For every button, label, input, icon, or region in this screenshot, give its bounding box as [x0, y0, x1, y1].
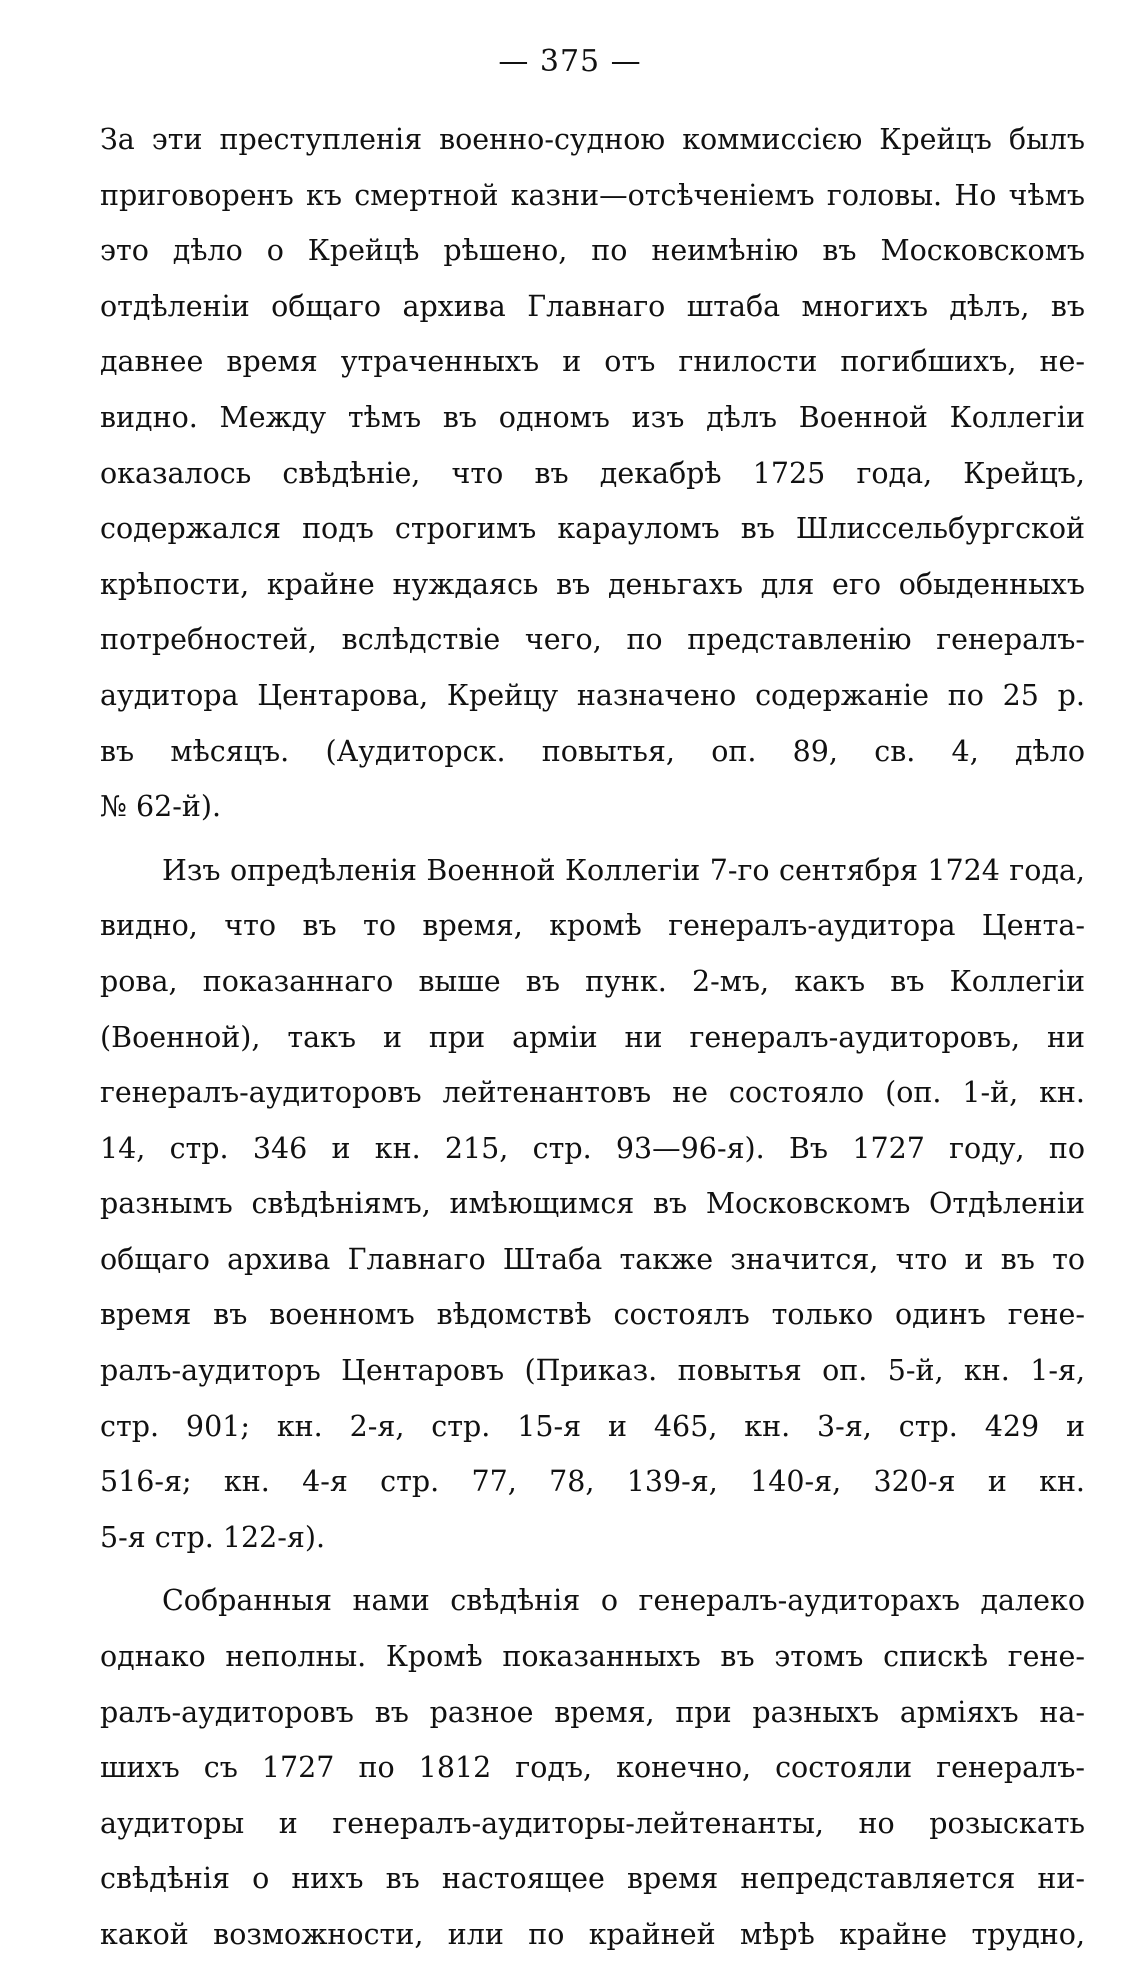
- text-line: стр. 901; кн. 2-я, стр. 15-я и 465, кн. 3-я, стр. 429 и: [100, 1409, 1085, 1443]
- text-line: видно, что въ то время, кромѣ генералъ-аудитора Цента-: [100, 909, 1085, 943]
- paragraph: [100, 112, 1085, 835]
- text-line: ралъ-аудиторъ Центаровъ (Приказ. повытья оп. 5-й, кн. 1-я,: [100, 1354, 1085, 1388]
- text-line: это дѣло о Крейцѣ рѣшено, по неимѣнію въ Московскомъ: [100, 234, 1085, 268]
- text-line: свѣдѣнія о нихъ въ настоящее время непредставляется ни-: [100, 1862, 1085, 1896]
- page-number: — 375 —: [498, 44, 642, 79]
- text-line: оказалось свѣдѣніе, что въ декабрѣ 1725 года, Крейцъ,: [100, 456, 1085, 490]
- text-line: однако неполны. Кромѣ показанныхъ въ этомъ спискѣ гене-: [100, 1640, 1085, 1674]
- text-line: потребностей, вслѣдствіе чего, по представленію генералъ-: [100, 623, 1085, 657]
- paragraph: [100, 1573, 1085, 1962]
- text-line: 5-я стр. 122-я).: [100, 1520, 326, 1554]
- text-line: видно. Между тѣмъ въ одномъ изъ дѣлъ Военной Коллегіи: [100, 400, 1085, 434]
- text-line: въ мѣсяцъ. (Аудиторск. повытья, оп. 89, св. 4, дѣло: [100, 734, 1085, 768]
- text-line: время въ военномъ вѣдомствѣ состоялъ только одинъ гене-: [100, 1298, 1085, 1332]
- text-line: рова, показаннаго выше въ пунк. 2-мъ, какъ въ Коллегіи: [100, 964, 1085, 998]
- body-text: [100, 112, 1085, 1963]
- text-line: За эти преступленія военно-судною коммиссією Крейцъ былъ: [100, 123, 1085, 156]
- text-line: аудитора Центарова, Крейцу назначено содержаніе по 25 р.: [100, 678, 1085, 712]
- text-line: аудиторы и генералъ-аудиторы-лейтенанты, но розыскать: [100, 1806, 1085, 1840]
- text-line: крѣпости, крайне нуждаясь въ деньгахъ для его обыденныхъ: [100, 567, 1085, 601]
- text-line: шихъ съ 1727 по 1812 годъ, конечно, состояли генералъ-: [100, 1751, 1085, 1785]
- text-line: отдѣленіи общаго архива Главнаго штаба многихъ дѣлъ, въ: [100, 289, 1085, 323]
- text-line: общаго архива Главнаго Штаба также значится, что и въ то: [100, 1242, 1085, 1276]
- text-line: 14, стр. 346 и кн. 215, стр. 93—96-я). Въ 1727 году, по: [100, 1131, 1085, 1165]
- text-line: содержался подъ строгимъ карауломъ въ Шлиссельбургской: [100, 512, 1085, 546]
- text-line: давнее время утраченныхъ и отъ гнилости погибшихъ, не-: [100, 345, 1085, 379]
- text-line: Собранныя нами свѣдѣнія о генералъ-аудиторахъ далеко: [162, 1584, 1085, 1618]
- text-line: 516-я; кн. 4-я стр. 77, 78, 139-я, 140-я, 320-я и кн.: [100, 1465, 1085, 1499]
- text-line: какой возможности, или по крайней мѣрѣ крайне трудно,: [100, 1918, 1085, 1951]
- text-line: № 62-й).: [100, 790, 222, 824]
- text-line: генералъ-аудиторовъ лейтенантовъ не состояло (оп. 1-й, кн.: [100, 1076, 1085, 1110]
- paragraph: [100, 843, 1085, 1566]
- text-line: приговоренъ къ смертной казни—отсѣченіемъ головы. Но чѣмъ: [100, 178, 1085, 212]
- text-line: ралъ-аудиторовъ въ разное время, при разныхъ арміяхъ на-: [100, 1695, 1085, 1729]
- text-line: Изъ опредѣленія Военной Коллегіи 7-го сентября 1724 года,: [162, 853, 1085, 887]
- text-line: (Военной), такъ и при арміи ни генералъ-аудиторовъ, ни: [100, 1020, 1085, 1054]
- text-line: разнымъ свѣдѣніямъ, имѣющимся въ Московскомъ Отдѣленіи: [100, 1187, 1085, 1221]
